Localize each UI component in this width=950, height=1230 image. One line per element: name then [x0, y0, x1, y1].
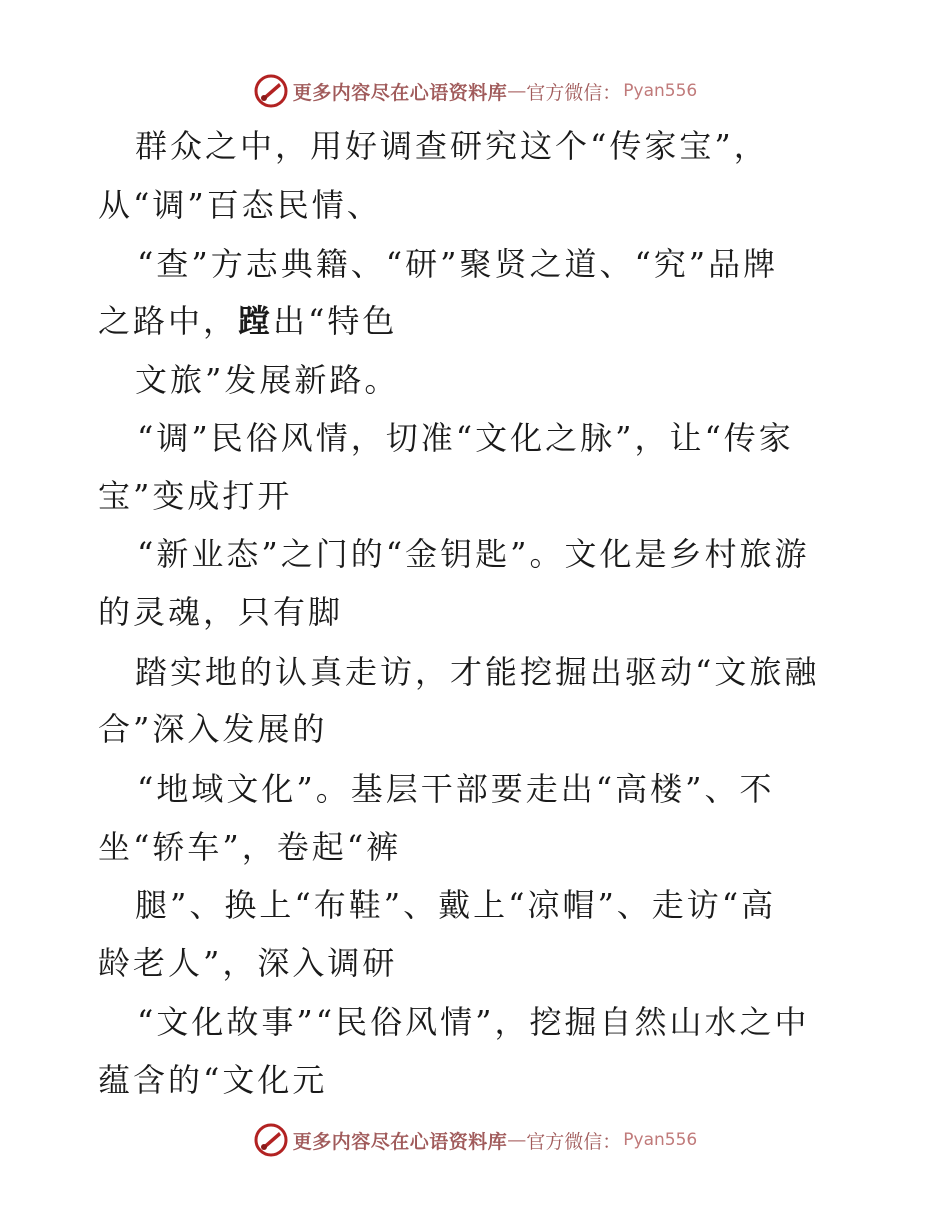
banner-separator: —: [507, 80, 527, 102]
text-segment: 之路中，: [98, 302, 239, 340]
text-line: 蕴含的“文化元: [98, 1061, 328, 1099]
text-line: 文旅”发展新路。: [135, 361, 400, 399]
text-line: 龄老人”，深入调研: [98, 944, 398, 982]
brand-logo-icon: [253, 73, 289, 109]
text-line: 从“调”百态民情、: [98, 186, 382, 224]
brand-text: 更多内容尽在心语资料库: [292, 81, 508, 104]
text-line: “文化故事”“民俗风情”，挖掘自然山水之中: [137, 1003, 810, 1041]
text-line: 的灵魂，只有脚: [98, 593, 344, 631]
wechat-id: Pyan556: [623, 1130, 698, 1150]
wechat-id: Pyan556: [623, 81, 698, 101]
text-line: 宝”变成打开: [98, 477, 293, 515]
text-line: 群众之中，用好调查研究这个“传家宝”，: [135, 127, 769, 165]
brand-text: 更多内容尽在心语资料库: [292, 1130, 508, 1153]
wechat-label: 官方微信：: [526, 81, 622, 104]
text-line: 踏实地的认真走访，才能挖掘出驱动“文旅融: [135, 653, 820, 691]
text-line: “查”方志典籍、“研”聚贤之道、“究”品牌: [137, 245, 779, 283]
text-line: “调”民俗风情，切准“文化之脉”，让“传家: [137, 419, 794, 457]
banner-separator: —: [507, 1129, 527, 1151]
text-line: 合”深入发展的: [98, 710, 328, 748]
brand-logo-icon: [253, 1122, 289, 1158]
text-segment: 出“特色: [273, 302, 398, 340]
header-banner: [0, 71, 950, 111]
wechat-label: 官方微信：: [526, 1130, 622, 1153]
text-line: “地域文化”。基层干部要走出“高楼”、不: [137, 770, 775, 808]
bold-word: 蹚: [238, 302, 274, 340]
text-line: “新业态”之门的“金钥匙”。文化是乡村旅游: [137, 535, 810, 573]
footer-banner: [0, 1120, 950, 1160]
text-line: 坐“轿车”，卷起“裤: [98, 828, 402, 866]
text-line: [98, 301, 397, 341]
text-line: 腿”、换上“布鞋”、戴上“凉帽”、走访“高: [135, 886, 777, 924]
